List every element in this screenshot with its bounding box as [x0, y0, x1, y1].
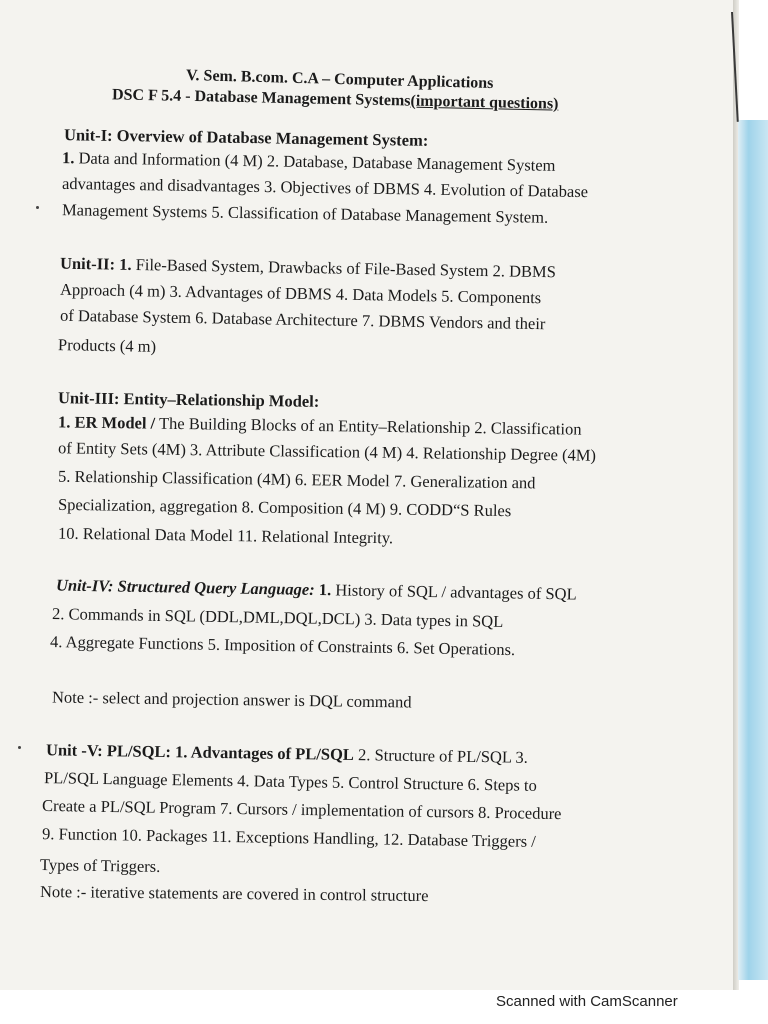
unit-2-text: File-Based System, Drawbacks of File-Based System 2. DBMS — [131, 254, 557, 282]
unit-4-line-3: 4. Aggregate Functions 5. Imposition of Constraints 6. Set Operations. — [49, 631, 516, 660]
header-course: DSC F 5.4 - Database Management Systems — [111, 86, 411, 110]
unit-5-title: Unit -V: PL/SQL: 1. Advantages of PL/SQL — [45, 740, 355, 765]
unit-2-line-4: Products (4 m) — [57, 335, 157, 356]
item-number: 1. — [314, 579, 332, 600]
item-number: 1. — [61, 148, 75, 168]
unit-1-title: Unit-I: Overview of Database Management System: — [63, 125, 429, 150]
unit-4-note: Note :- select and projection answer is DQL command — [51, 687, 412, 712]
unit-3-line-2: of Entity Sets (4M) 3. Attribute Classification (4 M) 4. Relationship Degree (4M) — [57, 438, 597, 465]
er-model-label: 1. ER Model / — [57, 412, 156, 433]
header-important: (important questions) — [410, 92, 559, 113]
unit-2-line-2: Approach (4 m) 3. Advantages of DBMS 4. Data Models 5. Components — [59, 279, 542, 308]
unit-2-line-3: of Database System 6. Database Architecture 7. DBMS Vendors and their — [59, 305, 546, 334]
unit-5-line-3: Create a PL/SQL Program 7. Cursors / implementation of cursors 8. Procedure — [41, 795, 562, 824]
unit-5-line-2: PL/SQL Language Elements 4. Data Types 5. Control Structure 6. Steps to — [43, 768, 537, 795]
unit-3-line-3: 5. Relationship Classification (4M) 6. EER Model 7. Generalization and — [57, 466, 536, 493]
unit-5-note: Note :- iterative statements are covered in control structure — [39, 881, 429, 906]
unit-3-text: The Building Blocks of an Entity–Relationship 2. Classification — [155, 413, 582, 439]
header-line-1: V. Sem. B.com. C.A – Computer Applications — [185, 66, 494, 93]
unit-4-line-2: 2. Commands in SQL (DDL,DML,DQL,DCL) 3. Data types in SQL — [51, 604, 504, 631]
unit-1-line-3: Management Systems 5. Classification of Database Management System. — [61, 200, 549, 227]
unit-5-line-4: 9. Function 10. Packages 11. Exceptions Handling, 12. Database Triggers / — [41, 824, 537, 851]
camscanner-footer: Scanned with CamScanner — [496, 993, 678, 1010]
unit-4-title: Unit-IV: Structured Query Language: — [55, 575, 315, 599]
stray-mark — [36, 206, 39, 209]
stray-mark — [18, 746, 21, 749]
unit-1-line-2: advantages and disadvantages 3. Objectives of DBMS 4. Evolution of Database — [61, 173, 589, 202]
background-blue-strip — [738, 120, 768, 980]
unit-3-title: Unit-III: Entity–Relationship Model: — [57, 388, 320, 411]
unit-5-text: 2. Structure of PL/SQL 3. — [353, 745, 529, 767]
unit-3-line-5: 10. Relational Data Model 11. Relational Integrity. — [57, 523, 394, 548]
unit-3-line-4: Specialization, aggregation 8. Composition (4 M) 9. CODD“S Rules — [57, 494, 512, 521]
unit-2-title: Unit-II: — [59, 253, 116, 274]
unit-5-line-5: Types of Triggers. — [39, 855, 161, 876]
item-number: 1. — [119, 254, 132, 274]
unit-1-text: Data and Information (4 M) 2. Database, Database Management System — [74, 148, 556, 175]
unit-4-text: History of SQL / advantages of SQL — [331, 580, 577, 604]
